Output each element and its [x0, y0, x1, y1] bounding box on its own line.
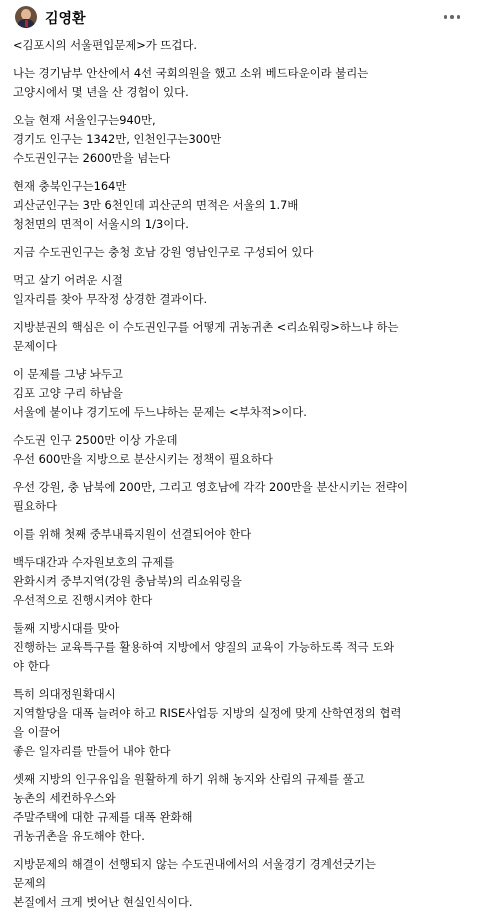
post-text-line: 본질에서 크게 벗어난 현실인식이다. — [13, 895, 193, 909]
post-body — [13, 36, 465, 921]
post-text-line: 필요하다 — [13, 499, 58, 513]
post-paragraph — [13, 36, 465, 55]
post-text-line: 고양시에서 몇 년을 산 경험이 있다. — [13, 85, 189, 99]
more-dot — [444, 15, 448, 19]
post-paragraph — [13, 770, 465, 846]
post-text-line: 셋째 지방의 인구유입을 원활하게 하기 위해 농지와 산림의 규제를 풀고 — [13, 772, 365, 786]
post-text-line: 진행하는 교육특구를 활용하여 지방에서 양질의 교육이 가능하도록 적극 도와 — [13, 640, 395, 654]
post-paragraph — [13, 855, 465, 912]
post-text-line: 특히 의대정원확대시 — [13, 687, 116, 701]
post-text-line: 수도권 인구 2500만 이상 가운데 — [13, 433, 178, 447]
post-text-line: 을 이끌어 — [13, 725, 61, 739]
post-text-line: 현재 충북인구는164만 — [13, 179, 127, 193]
post-text-line: 우선 600만을 지방으로 분산시키는 정책이 필요하다 — [13, 452, 273, 466]
author-name[interactable]: 김영환 — [45, 11, 86, 27]
post-paragraph — [13, 431, 465, 469]
post-text-line: 우선 강원, 충 남북에 200만, 그리고 영호남에 각각 200만을 분산시키는 전략이 — [13, 480, 409, 494]
post-paragraph — [13, 177, 465, 234]
post-text-line: 오늘 현재 서울인구는940만, — [13, 113, 156, 127]
post-paragraph — [13, 365, 465, 422]
post-paragraph — [13, 685, 465, 761]
post-paragraph — [13, 271, 465, 309]
post-text-line: 먹고 살기 어려운 시절 — [13, 273, 123, 287]
post-paragraph — [13, 243, 465, 262]
more-dot — [450, 15, 454, 19]
post-text-line: 수도권인구는 2600만을 넘는다 — [13, 151, 171, 165]
post-text-line: 완화시켜 중부지역(강원 충남북)의 리쇼워링을 — [13, 574, 242, 588]
post-text-line: 김포 고양 구리 하남을 — [13, 386, 123, 400]
author-avatar[interactable] — [15, 6, 37, 28]
avatar-tie — [25, 20, 28, 27]
post-paragraph — [13, 619, 465, 676]
post-text-line: 이 문제를 그냥 놔두고 — [13, 367, 123, 381]
post-text-line: 청천면의 면적이 서울시의 1/3이다. — [13, 217, 189, 231]
post-text-line: <김포시의 서울편입문제>가 뜨겁다. — [13, 38, 197, 52]
post-text-line: 좋은 일자리를 만들어 내야 한다 — [13, 744, 171, 758]
post-text-line: 괴산군인구는 3만 6천인데 괴산군의 면적은 서울의 1.7배 — [13, 198, 299, 212]
post-text-line: 지금 수도권인구는 충청 호남 강원 영남인구로 구성되어 있다 — [13, 245, 314, 259]
post-text-line: 지역할당을 대폭 늘려야 하고 RISE사업등 지방의 실정에 맞게 산학연정의 협력 — [13, 706, 402, 720]
post-header — [0, 0, 477, 34]
post-paragraph — [13, 525, 465, 544]
post-text-line: 귀농귀촌을 유도해야 한다. — [13, 829, 145, 843]
post-text-line: 야 한다 — [13, 659, 50, 673]
post-text-line: 지방문제의 해결이 선행되지 않는 수도권내에서의 서울경기 경계선긋기는 — [13, 857, 376, 871]
more-dot — [457, 15, 461, 19]
post-text-line: 서울에 붙이냐 경기도에 두느냐하는 문제는 <부차적>이다. — [13, 405, 307, 419]
post-paragraph — [13, 553, 465, 610]
post-text-line: 문제이다 — [13, 339, 58, 353]
post-text-line: 둘째 지방시대를 맞아 — [13, 621, 120, 635]
post-paragraph — [13, 111, 465, 168]
post-text-line: 경기도 인구는 1342만, 인천인구는300만 — [13, 132, 222, 146]
post-text-line: 문제의 — [13, 876, 47, 890]
more-options-icon[interactable] — [441, 9, 463, 25]
post-paragraph — [13, 64, 465, 102]
post-text-line: 백두대간과 수자원보호의 규제를 — [13, 555, 175, 569]
post-text-line: 일자리를 찾아 무작정 상경한 결과이다. — [13, 292, 208, 306]
post-text-line: 주말주택에 대한 규제를 대폭 완화해 — [13, 810, 193, 824]
post-text-line: 이를 위해 첫째 중부내륙지원이 선결되어야 한다 — [13, 527, 252, 541]
post-text-line: 지방분권의 핵심은 이 수도권인구를 어떻게 귀농귀촌 <리쇼워링>하느냐 하는 — [13, 320, 399, 334]
post-text-line: 농촌의 세컨하우스와 — [13, 791, 116, 805]
post-paragraph — [13, 478, 465, 516]
post-text-line: 나는 경기남부 안산에서 4선 국회의원을 했고 소위 베드타운이라 불리는 — [13, 66, 369, 80]
post-text-line: 우선적으로 진행시켜야 한다 — [13, 593, 153, 607]
post-paragraph — [13, 318, 465, 356]
